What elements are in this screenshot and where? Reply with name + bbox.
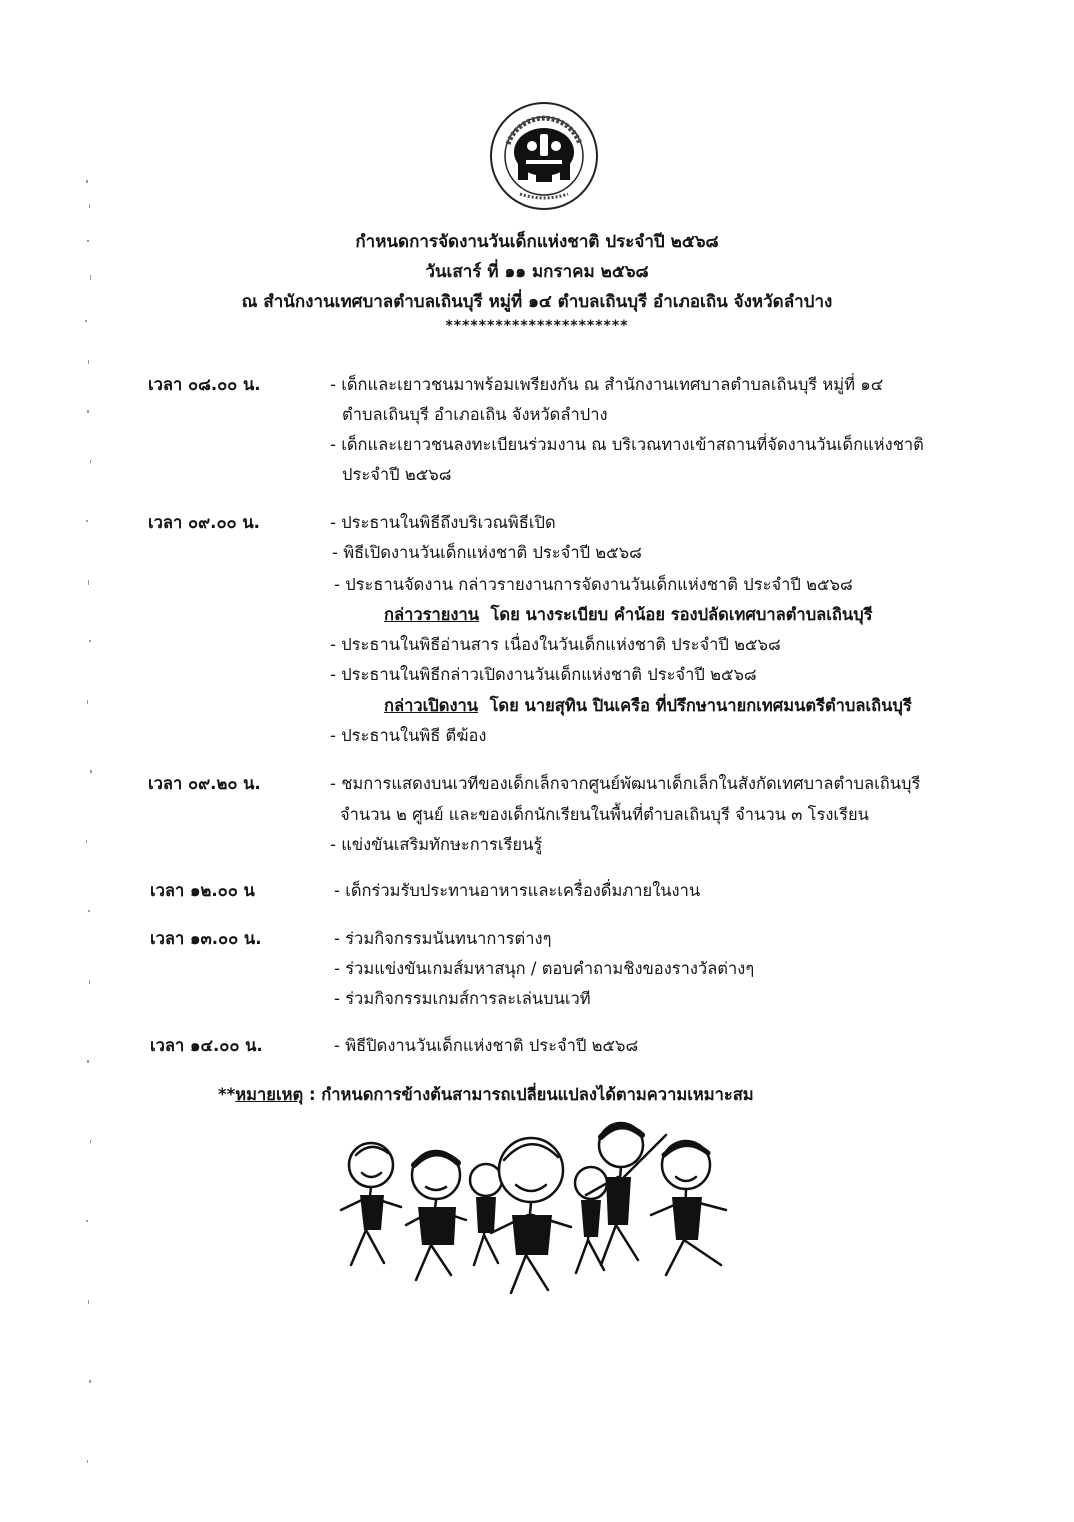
municipal-seal-logo [488,100,600,212]
document-venue: ณ สำนักงานเทศบาลตำบลเถินบุรี หมู่ที่ ๑๔ ตำบลเถินบุรี อำเภอเถิน จังหวัดลำปาง [241,292,833,312]
schedule-item: - พิธีเปิดงานวันเด็กแห่งชาติ ประจำปี ๒๕๖๘ [332,543,642,562]
remark-note [218,1082,754,1108]
document-date: วันเสาร์ ที่ ๑๑ มกราคม ๒๕๖๘ [425,262,649,282]
running-children-illustration [326,1115,746,1300]
schedule-item: ประจำปี ๒๕๖๘ [342,465,452,484]
speaker-label: กล่าวรายงาน [384,605,480,624]
schedule-item: - ชมการแสดงบนเวทีของเด็กเล็กจากศูนย์พัฒนาเด็กเล็กในสังกัดเทศบาลตำบลเถินบุรี [330,774,921,793]
time-1400: เวลา ๑๔.๐๐ น. [150,1036,263,1055]
schedule-item: ตำบลเถินบุรี อำเภอเถิน จังหวัดลำปาง [342,405,608,424]
schedule-item: - ประธานในพิธี ตีฆ้อง [330,726,487,745]
schedule-item: - แข่งขันเสริมทักษะการเรียนรู้ [330,835,543,854]
schedule-item: - ประธานในพิธีอ่านสาร เนื่องในวันเด็กแห่งชาติ ประจำปี ๒๕๖๘ [330,635,781,654]
schedule-item: - เด็กและเยาวชนลงทะเบียนร่วมงาน ณ บริเวณทางเข้าสถานที่จัดงานวันเด็กแห่งชาติ [330,435,924,454]
schedule-item: - เด็กและเยาวชนมาพร้อมเพรียงกัน ณ สำนักงานเทศบาลตำบลเถินบุรี หมู่ที่ ๑๔ [330,375,884,394]
time-1300: เวลา ๑๓.๐๐ น. [150,929,262,948]
schedule-item: - ร่วมกิจกรรมนันทนาการต่างๆ [334,929,552,948]
schedule-item: - ประธานจัดงาน กล่าวรายงานการจัดงานวันเด็กแห่งชาติ ประจำปี ๒๕๖๘ [334,575,853,594]
remark-prefix: ** [218,1085,236,1104]
schedule-item: - ร่วมกิจกรรมเกมส์การละเล่นบนเวที [334,989,591,1008]
remark-label: หมายเหตุ [235,1085,304,1104]
time-0800: เวลา ๐๘.๐๐ น. [148,375,261,394]
speaker-line [384,693,912,719]
document-title: กำหนดการจัดงานวันเด็กแห่งชาติ ประจำปี ๒๕๖๘ [355,232,719,252]
schedule-item: จำนวน ๒ ศูนย์ และของเด็กนักเรียนในพื้นที่ตำบลเถินบุรี จำนวน ๓ โรงเรียน [340,805,869,824]
speaker-label: กล่าวเปิดงาน [384,696,479,715]
time-0900: เวลา ๐๙.๐๐ น. [148,513,260,532]
time-1200: เวลา ๑๒.๐๐ น [150,881,255,900]
divider-stars: ********************** [445,318,629,334]
schedule-item: - ประธานในพิธีกล่าวเปิดงานวันเด็กแห่งชาติ ประจำปี ๒๕๖๘ [330,665,757,684]
schedule-item: - ร่วมแข่งขันเกมส์มหาสนุก / ตอบคำถามชิงของรางวัลต่างๆ [334,959,755,978]
schedule-item: - เด็กร่วมรับประทานอาหารและเครื่องดื่มภายในงาน [334,881,701,900]
speaker-name: โดย นายสุทิน ปินเครือ ที่ปรึกษานายกเทศมนตรีตำบลเถินบุรี [489,696,912,715]
scan-speckles [78,180,98,1500]
schedule-item: - พิธีปิดงานวันเด็กแห่งชาติ ประจำปี ๒๕๖๘ [334,1036,639,1055]
speaker-name: โดย นางระเบียบ คำน้อย รองปลัดเทศบาลตำบลเถินบุรี [490,605,873,624]
time-0920: เวลา ๐๙.๒๐ น. [148,774,261,793]
remark-text: : กำหนดการข้างต้นสามารถเปลี่ยนแปลงได้ตามความเหมาะสม [308,1085,754,1104]
schedule-item: - ประธานในพิธีถึงบริเวณพิธีเปิด [330,513,556,532]
speaker-line [384,602,873,628]
